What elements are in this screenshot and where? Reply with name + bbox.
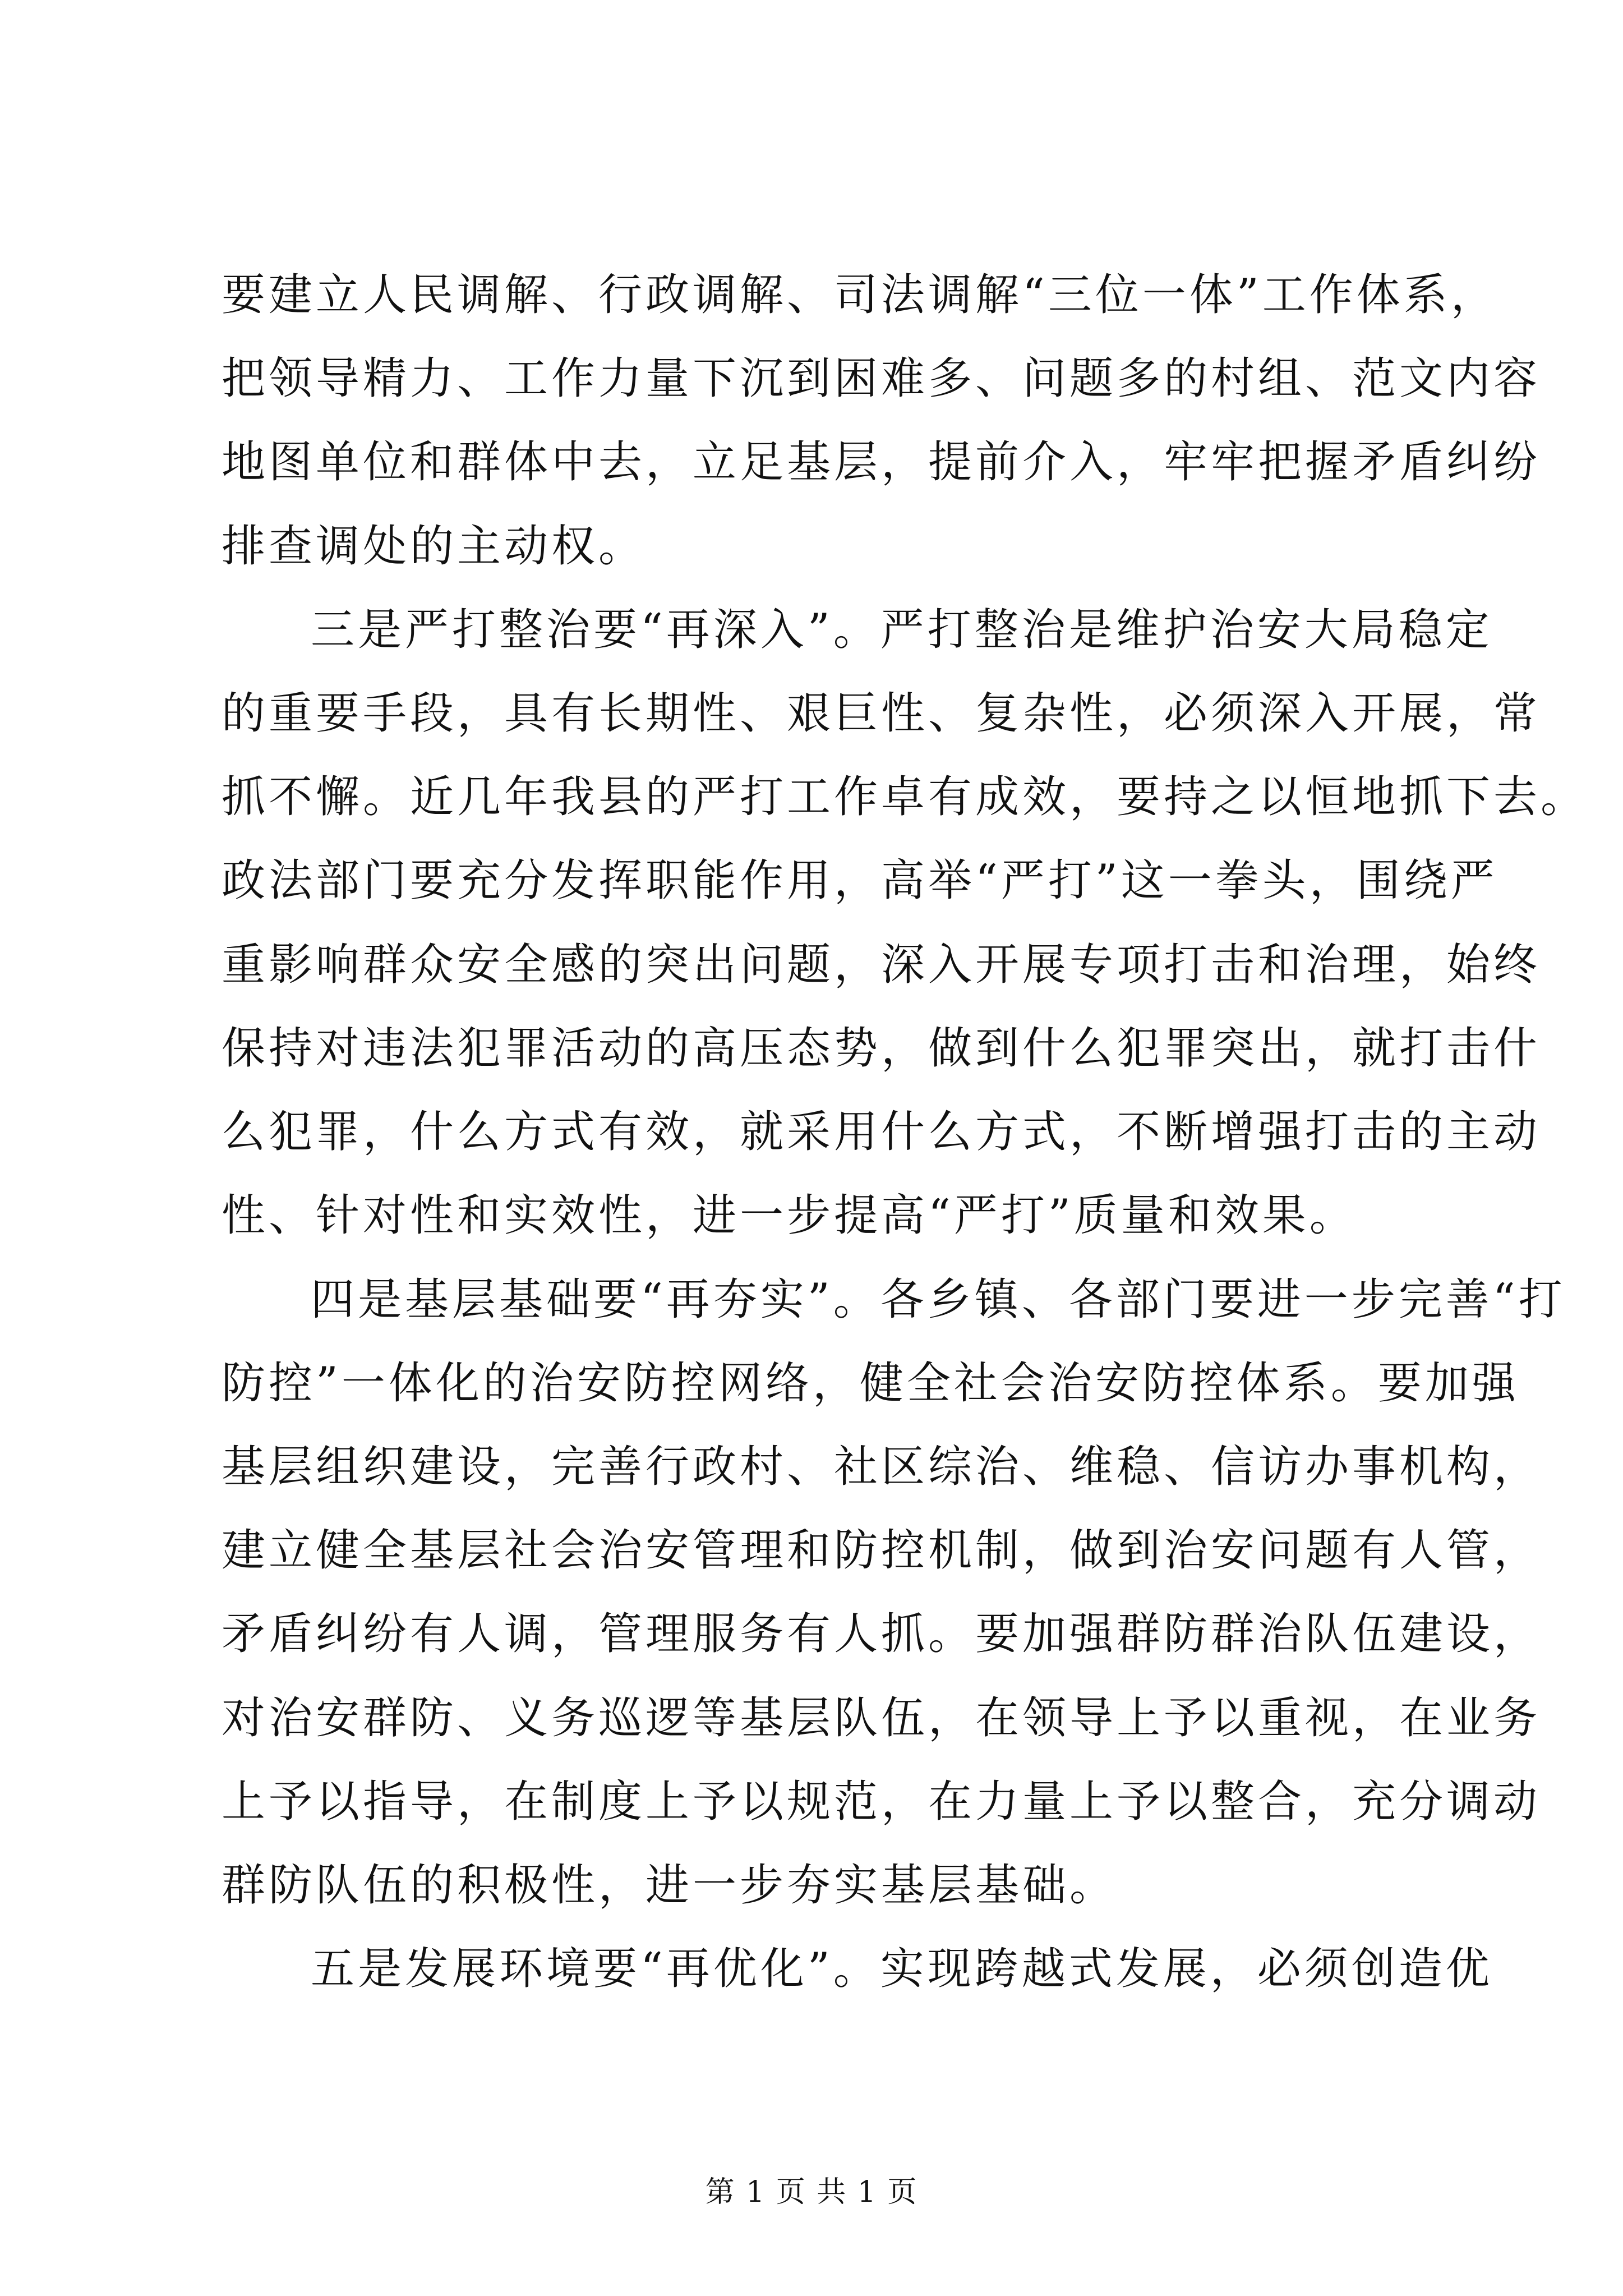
text-line: 矛盾纠纷有人调，管理服务有人抓。要加强群防群治队伍建设， (222, 1609, 1541, 1659)
text-line: 防控”一体化的治安防控网络，健全社会治安防控体系。要加强 (222, 1358, 1519, 1409)
text-line: 群防队伍的积极性，进一步夯实基层基础。 (222, 1860, 1117, 1911)
text-line: 保持对违法犯罪活动的高压态势，做到什么犯罪突出，就打击什 (222, 1023, 1541, 1074)
text-line: 基层组织建设，完善行政村、社区综治、维稳、信访办事机构， (222, 1442, 1541, 1492)
text-line: 的重要手段，具有长期性、艰巨性、复杂性，必须深入开展，常 (222, 688, 1541, 739)
text-line: 要建立人民调解、行政调解、司法调解“三位一体”工作体系， (222, 270, 1498, 320)
text-line: 地图单位和群体中去，立足基层，提前介入，牢牢把握矛盾纠纷 (222, 437, 1541, 487)
text-line: 性、针对性和实效性，进一步提高“严打”质量和效果。 (222, 1190, 1357, 1241)
text-line: 抓不懈。近几年我县的严打工作卓有成效，要持之以恒地抓下去。 (222, 772, 1588, 822)
text-line: 政法部门要充分发挥职能作用，高举“严打”这一拳头，围绕严 (222, 855, 1498, 906)
text-line: 把领导精力、工作力量下沉到困难多、问题多的村组、范文内容 (222, 353, 1541, 404)
text-line: 排查调处的主动权。 (222, 521, 646, 572)
text-line: 对治安群防、义务巡逻等基层队伍，在领导上予以重视，在业务 (222, 1693, 1541, 1743)
page-footer: 第 1 页 共 1 页 (705, 2175, 918, 2209)
text-line: 重影响群众安全感的突出问题，深入开展专项打击和治理，始终 (222, 940, 1541, 990)
paragraph-first-line: 五是发展环境要“再优化”。实现跨越式发展，必须创造优 (311, 1944, 1493, 1994)
text-line: 上予以指导，在制度上予以规范，在力量上予以整合，充分调动 (222, 1777, 1541, 1827)
text-line: 建立健全基层社会治安管理和防控机制，做到治安问题有人管， (222, 1525, 1541, 1576)
text-line: 么犯罪，什么方式有效，就采用什么方式，不断增强打击的主动 (222, 1107, 1541, 1157)
paragraph-first-line: 四是基层基础要“再夯实”。各乡镇、各部门要进一步完善“打 (311, 1274, 1566, 1325)
paragraph-first-line: 三是严打整治要“再深入”。严打整治是维护治安大局稳定 (311, 605, 1493, 655)
